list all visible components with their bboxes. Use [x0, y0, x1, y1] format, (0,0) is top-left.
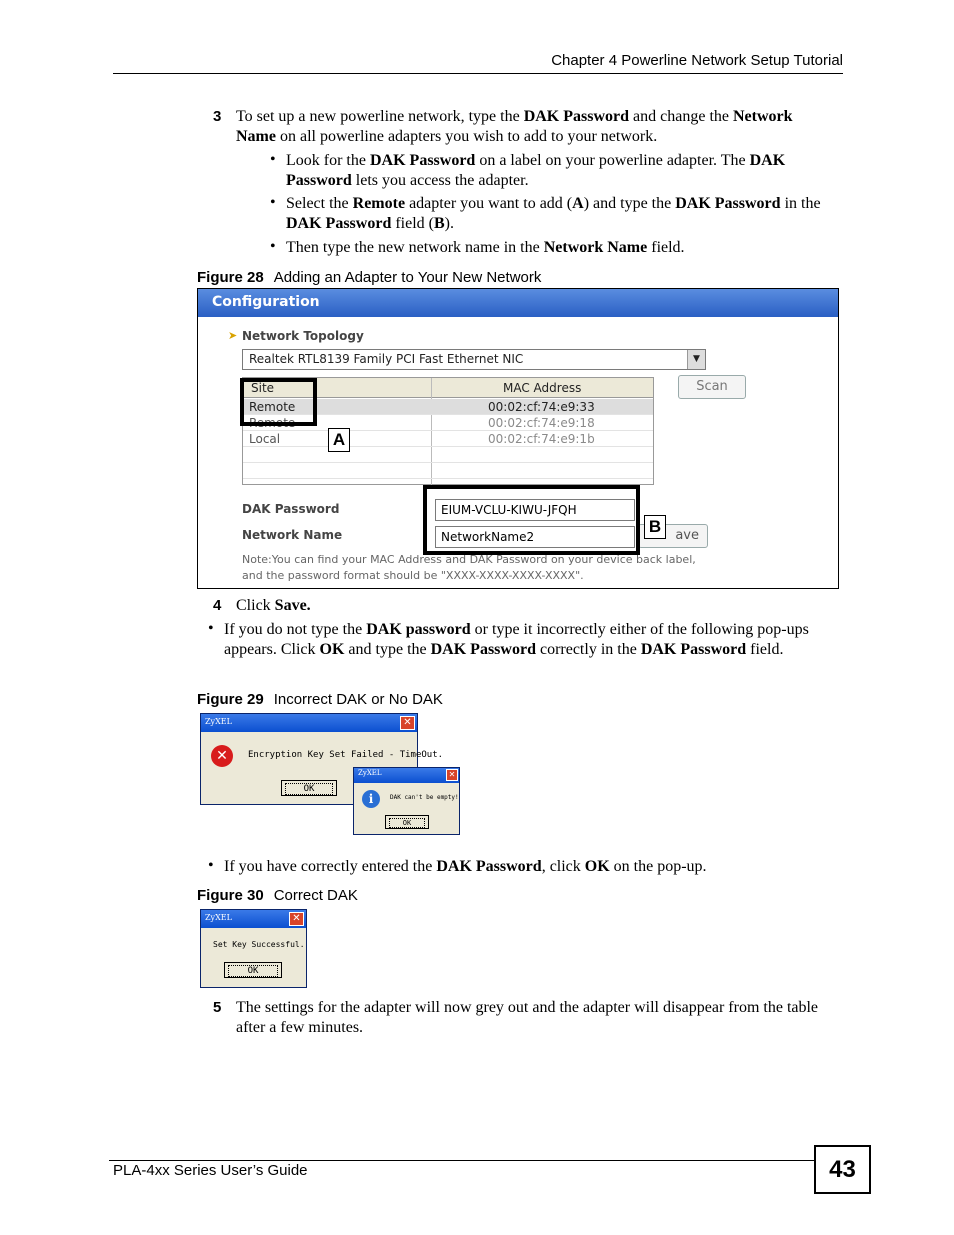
step-4-text: Click Save.	[236, 597, 311, 614]
dialog-message: Encryption Key Set Failed - TimeOut.	[248, 750, 444, 760]
dak-password-input[interactable]: EIUM-VCLU-KIWU-JFQH	[435, 499, 635, 521]
step-3-bullet-3: Then type the new network name in the Network Name field.	[286, 239, 685, 256]
table-row[interactable]: Remote 00:02:cf:74:e9:33	[243, 399, 653, 415]
nic-select[interactable]	[242, 349, 706, 370]
bullet-dot: •	[208, 620, 214, 637]
network-topology-label: Network Topology	[242, 329, 364, 343]
ok-button[interactable]: OK	[281, 780, 337, 796]
dialog-title: ZyXEL	[354, 768, 459, 783]
dialog-title: ZyXEL	[201, 714, 417, 732]
step-5-number: 5	[213, 999, 222, 1016]
dialog-title: ZyXEL	[201, 910, 306, 928]
step-5-text: The settings for the adapter will now grey out and the adapter will disappear from the table after a few minutes.	[236, 999, 819, 1036]
callout-label-b: B	[644, 515, 666, 539]
ok-button[interactable]: OK	[224, 962, 282, 978]
info-icon: i	[362, 790, 380, 808]
table-row[interactable]: Local 00:02:cf:74:e9:1b	[243, 431, 653, 447]
step-3-bullet-2: Select the Remote adapter you want to add (A) and type the DAK Password in the DAK Password field (B).	[286, 195, 821, 232]
close-icon[interactable]: ✕	[400, 716, 415, 730]
note-text: Note:You can find your MAC Address and DAK Password on your device back label, and the password format should be "XXXX-XXXX-XXXX-XXXX".	[242, 553, 696, 582]
callout-box-b	[423, 485, 640, 555]
save-button[interactable]: ave	[638, 524, 708, 548]
dialog-message: Set Key Successful.	[213, 940, 305, 949]
network-name-input[interactable]: NetworkName2	[435, 526, 635, 548]
close-icon[interactable]: ✕	[289, 912, 304, 926]
bullet-dot: •	[270, 151, 276, 168]
network-name-label: Network Name	[242, 528, 343, 542]
error-icon: ✕	[211, 745, 233, 767]
step-4-number: 4	[213, 597, 222, 614]
configuration-title-bar: Configuration	[198, 289, 838, 317]
page-header	[113, 52, 843, 74]
table-row[interactable]: Remote 00:02:cf:74:e9:18	[243, 415, 653, 431]
footer-rule	[109, 1160, 814, 1161]
ok-button[interactable]: OK	[385, 815, 429, 829]
dak-password-label: DAK Password	[242, 502, 340, 516]
incorrect-dak-bullet: If you do not type the DAK password or type it incorrectly either of the following pop-ups appears. Click OK and type the DAK Password correctly in the DAK Password field.	[224, 621, 809, 658]
step-3-text: To set up a new powerline network, type the DAK Password and change the Network Name on all powerline adapters you wish to add to your network.	[236, 108, 793, 145]
chevron-down-icon[interactable]: ▼	[687, 350, 705, 369]
scan-button[interactable]: Scan	[678, 375, 746, 399]
page-number: 43	[814, 1145, 871, 1194]
step-3-bullet-1: Look for the DAK Password on a label on your powerline adapter. The DAK Password lets you access the adapter.	[286, 152, 786, 189]
guide-title: PLA-4xx Series User’s Guide	[113, 1162, 308, 1179]
figure-28-caption: Figure 28 Adding an Adapter to Your New Network	[197, 269, 542, 286]
bullet-dot: •	[208, 857, 214, 874]
chapter-title: Chapter 4 Powerline Network Setup Tutorial	[551, 52, 843, 69]
column-mac: MAC Address	[503, 381, 582, 395]
close-icon[interactable]: ✕	[446, 769, 458, 781]
callout-box-a	[240, 378, 317, 426]
empty-dak-dialog	[353, 767, 460, 835]
figure-29-caption: Figure 29 Incorrect DAK or No DAK	[197, 691, 443, 708]
table-row	[243, 463, 653, 479]
column-site: Site	[251, 381, 275, 395]
figure-30-caption: Figure 30 Correct DAK	[197, 887, 358, 904]
step-3-number: 3	[213, 108, 222, 125]
callout-label-a: A	[328, 428, 350, 452]
dialog-message: DAK can't be empty!	[390, 794, 459, 801]
arrow-icon: ➤	[228, 329, 238, 342]
bullet-dot: •	[270, 238, 276, 255]
correct-dak-bullet: If you have correctly entered the DAK Password, click OK on the pop-up.	[224, 858, 707, 875]
bullet-dot: •	[270, 194, 276, 211]
success-dialog	[200, 909, 307, 988]
nic-select-value: Realtek RTL8139 Family PCI Fast Ethernet NIC	[249, 352, 524, 366]
table-row	[243, 447, 653, 463]
figure-28-screenshot	[197, 288, 839, 589]
